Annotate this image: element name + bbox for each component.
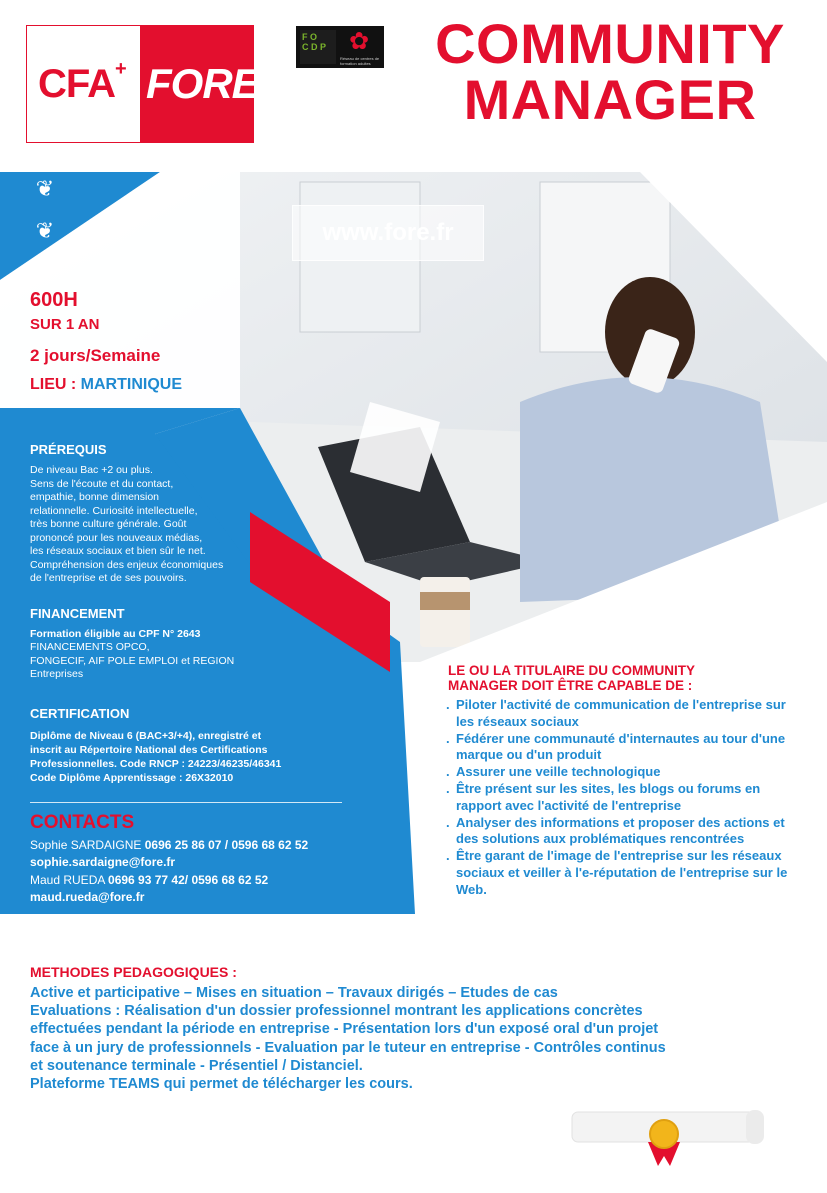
methodes-line: face à un jury de professionnels - Evaluation par le tuteur en entreprise - Contrôles continus	[30, 1039, 666, 1056]
prerequis-line: De niveau Bac +2 ou plus.	[30, 464, 153, 476]
flower-icon: ✿	[348, 28, 370, 55]
list-item: . Piloter l'activité de communication de l'entreprise sur les réseaux sociaux	[444, 697, 804, 731]
list-item: . Être garant de l'image de l'entreprise sur les réseaux sociaux et veiller à l'e-réputation de l'entreprise sur le Web.	[444, 848, 804, 898]
methodes-line: Active et participative – Mises en situation – Travaux dirigés – Etudes de cas	[30, 985, 558, 1001]
methodes-line: effectuées pendant la période en entreprise - Présentation lors d'un exposé oral d'un projet	[30, 1021, 659, 1038]
certification-line: inscrit au Répertoire National des Certifications	[30, 744, 268, 756]
prerequis-line: empathie, bonne dimension	[30, 491, 160, 503]
financement-line: FINANCEMENTS OPCO,	[30, 641, 150, 653]
partner-badge-letters: F O C D P	[300, 30, 336, 64]
page-title	[410, 12, 810, 131]
capabilities-title-line: MANAGER DOIT ÊTRE CAPABLE DE :	[448, 678, 693, 693]
prerequis-line: Compréhension des enjeux économiques	[30, 558, 224, 571]
methodes-heading: METHODES PEDAGOGIQUES :	[30, 964, 237, 980]
financement-section	[30, 606, 350, 682]
laurel-wreath-icon: ❦	[35, 176, 55, 201]
hours: 600H	[30, 289, 78, 311]
prerequis-line: très bonne culture générale. Goût	[30, 518, 187, 530]
capabilities-title	[448, 663, 808, 693]
financement-heading: FINANCEMENT	[30, 606, 125, 621]
logo-cfa-text: CFA	[38, 62, 115, 106]
website-link[interactable]: www.fore.fr	[322, 219, 454, 246]
contact-phones[interactable]: 0696 93 77 42/ 0596 68 62 52	[108, 873, 269, 887]
contacts-heading: CONTACTS	[30, 812, 135, 833]
list-item: . Assurer une veille technologique	[444, 764, 804, 781]
list-item: . Analyser des informations et proposer des actions et des solutions aux problématiques rencontrées	[444, 815, 804, 849]
contact-name: Maud RUEDA	[30, 873, 109, 887]
title-line-1: COMMUNITY	[435, 12, 785, 75]
contact-phone-line	[30, 873, 268, 887]
contact-email[interactable]	[30, 890, 144, 904]
rhythm: 2 jours/Semaine	[30, 346, 161, 365]
laurel-wreath-icon: ❦	[35, 218, 55, 243]
prerequis-line: de l'entreprise et de ses pouvoirs.	[30, 572, 187, 584]
contact-phones[interactable]: 0696 25 86 07 / 0596 68 62 52	[144, 838, 309, 852]
capabilities-list	[444, 697, 804, 899]
contact-name: Sophie SARDAIGNE	[30, 838, 145, 852]
diploma-scroll-icon	[570, 1108, 770, 1168]
prerequis-line: relationnelle. Curiosité intellectuelle,	[30, 504, 198, 517]
capabilities-title-line: LE OU LA TITULAIRE DU COMMUNITY	[448, 663, 695, 678]
methodes-line: Plateforme TEAMS qui permet de télécharger les cours.	[30, 1076, 413, 1093]
prerequis-heading: PRÉREQUIS	[30, 442, 107, 457]
certification-line: Diplôme de Niveau 6 (BAC+3/+4), enregistré et	[30, 730, 262, 742]
prerequis-section	[30, 442, 350, 586]
contact-email-text[interactable]: maud.rueda@fore.fr	[30, 890, 145, 904]
list-item: . Fédérer une communauté d'internautes au tour d'une marque ou d'un produit	[444, 731, 804, 765]
prerequis-line: Sens de l'écoute et du contact,	[30, 477, 174, 490]
list-item: . Être présent sur les sites, les blogs ou forums en rapport avec l'activité de l'entreprise	[444, 781, 804, 815]
contact-phone-line	[30, 838, 308, 852]
logo-fore: FORE	[146, 60, 259, 107]
title-line-2: MANAGER	[463, 68, 757, 131]
contact-email[interactable]	[30, 855, 175, 869]
contact-email-text[interactable]: sophie.sardaigne@fore.fr	[30, 855, 176, 869]
location	[30, 376, 182, 394]
partner-badge-caption: Réseau de centres de formation adultes	[340, 56, 380, 66]
location-value: MARTINIQUE	[80, 376, 182, 393]
methodes-body	[30, 984, 800, 1093]
divider	[30, 802, 342, 803]
logo-cfa	[38, 58, 126, 107]
methodes-line: et soutenance terminale - Présentiel / Distanciel.	[30, 1057, 363, 1074]
prerequis-line: les réseaux sociaux et bien sûr le net.	[30, 545, 206, 557]
financement-line: Entreprises	[30, 668, 84, 680]
prerequis-line: prononcé pour les nouveaux médias,	[30, 531, 203, 544]
methodes-line: Evaluations : Réalisation d'un dossier professionnel montrant les applications concrètes	[30, 1003, 643, 1020]
financement-line: FONGECIF, AIF POLE EMPLOI et REGION	[30, 654, 235, 667]
certification-line: Code Diplôme Apprentissage : 26X32010	[30, 772, 234, 784]
certification-heading: CERTIFICATION	[30, 706, 130, 721]
location-label: LIEU :	[30, 376, 81, 393]
logo-plus: +	[115, 58, 126, 80]
cpf-line: Formation éligible au CPF N° 2643	[30, 628, 201, 640]
certification-section	[30, 706, 350, 785]
certification-line: Professionnelles. Code RNCP : 24223/46235/46341	[30, 758, 282, 770]
duration: SUR 1 AN	[30, 316, 100, 333]
